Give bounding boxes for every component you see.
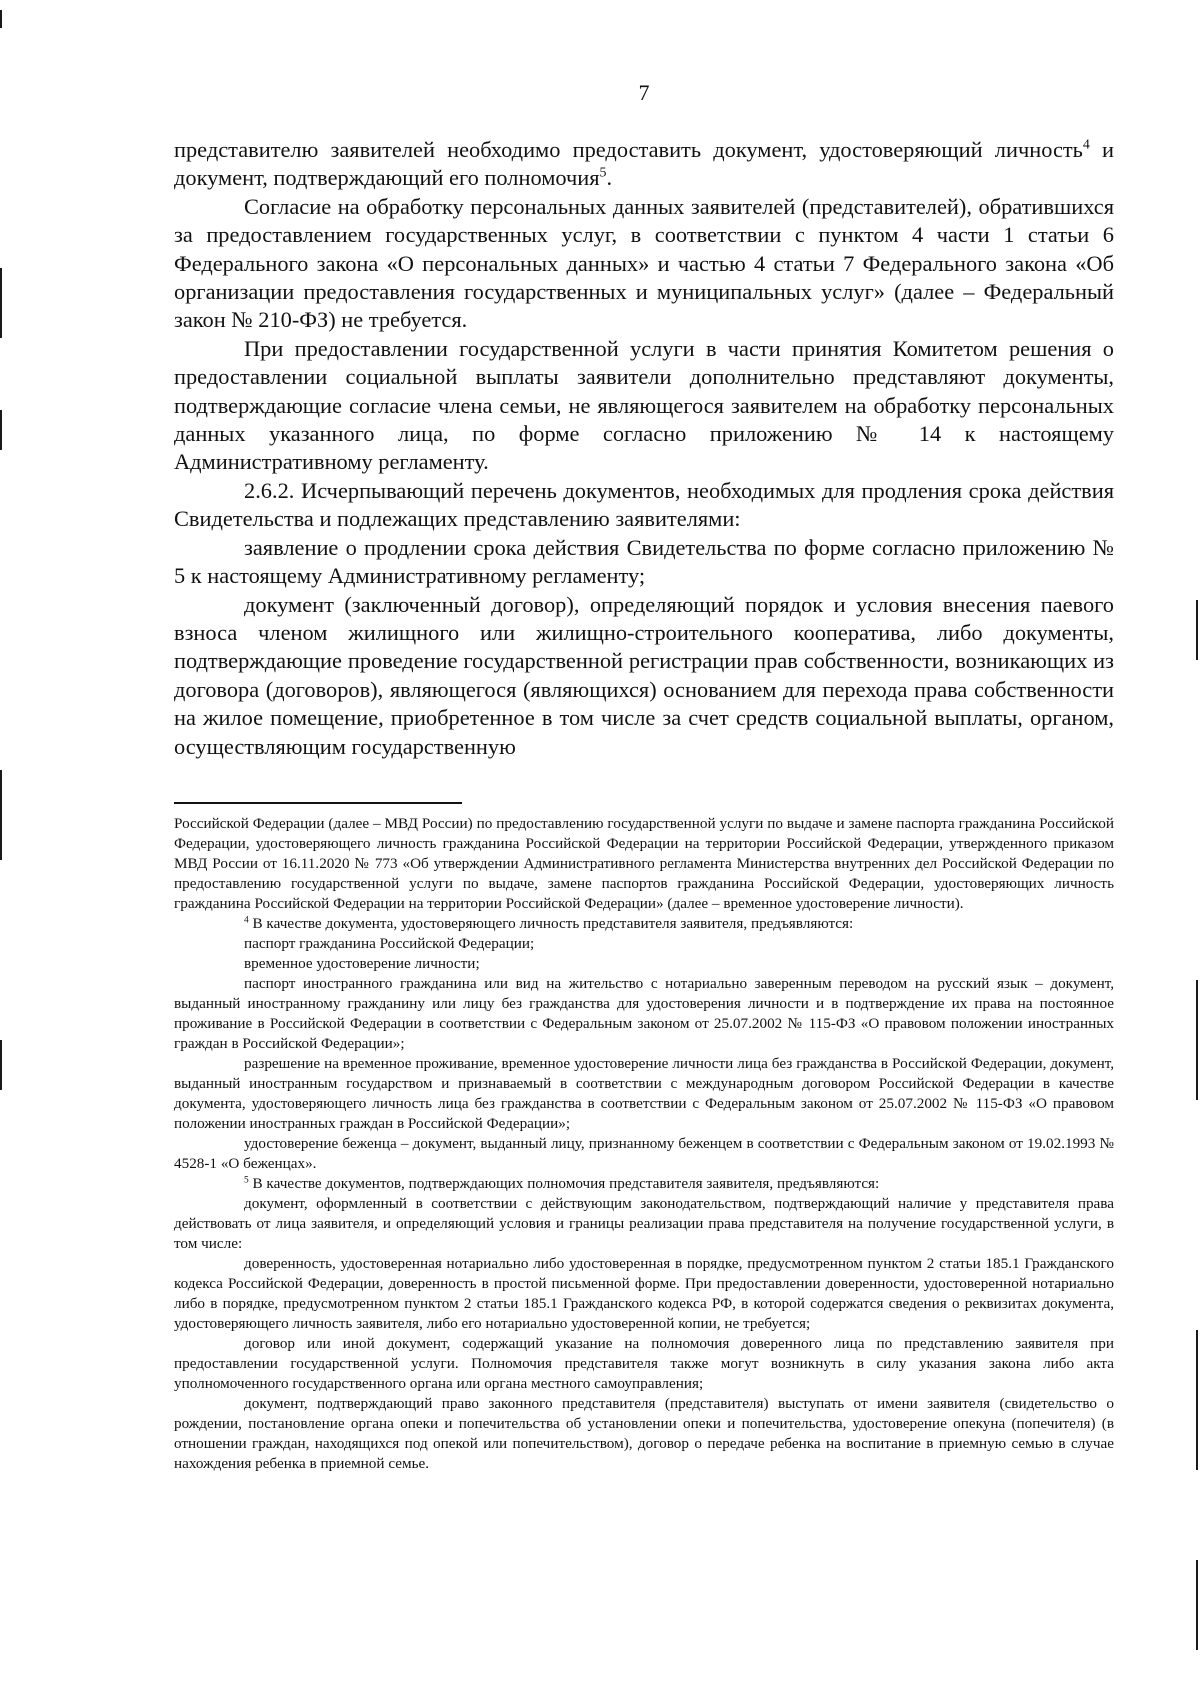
scan-edge-mark [0,1040,2,1090]
paragraph: Согласие на обработку персональных данных заявителей (представителей), обратившихся за предоставлением государственных услуг, в соответствии с пунктом 4 части 1 статьи 6 Федерального закона «О персональных данных» и частью 4 статьи 7 Федерального закона «Об организации предоставления государственных и муниципальных услуг» (далее – Федеральный закон № 210-ФЗ) не требуется. [174,193,1114,333]
scan-edge-mark [0,10,2,28]
paragraph: заявление о продлении срока действия Свидетельства по форме согласно приложению № 5 к настоящему Административному регламенту; [174,534,1114,589]
footnote-item: временное удостоверение личности; [244,955,480,972]
footnote-marker: 5 [244,1175,249,1186]
scan-edge-mark [1196,1560,1198,1650]
scan-edge-mark [1196,600,1198,660]
paragraph: При предоставлении государственной услуги в части принятия Комитетом решения о предоставлении социальной выплаты заявители дополнительно представляют документы, подтверждающие согласие члена семьи, не являющегося заявителем на обработку персональных данных указанного лица, по форме согласно приложению № 14 к настоящему Административному регламенту. [174,335,1114,475]
paragraph: 2.6.2. Исчерпывающий перечень документов, необходимых для продления срока действия Свидетельства и подлежащих представлению заявителями: [174,477,1114,532]
footnote-marker: 4 [244,915,249,926]
footnote-item: документ, оформленный в соответствии с действующим законодательством, подтверждающий наличие у представителя права действовать от лица заявителя, и определяющий условия и границы реализации права представителя на получение государственной услуги, в том числе: [174,1195,1114,1252]
main-text [174,136,1114,761]
footnote-ref-4[interactable]: 4 [1082,137,1090,153]
footnote-item: паспорт иностранного гражданина или вид на жительство с нотариально заверенным переводом на русский язык – документ, выданный иностранному гражданину или лицу без гражданства для удостоверения личности и в подтверждение их права на постоянное проживание в Российской Федерации в соответствии с Федеральным законом от 25.07.2002 № 115-ФЗ «О правовом положении иностранных граждан в Российской Федерации»; [174,975,1114,1052]
scan-edge-mark [0,410,2,450]
paragraph: представителю заявителей необходимо предоставить документ, удостоверяющий личность$^4$ и документ, подтверждающий его полномочия$^5$. [174,137,1114,191]
footnote-item: доверенность, удостоверенная нотариально либо удостоверенная в порядке, предусмотренном пунктом 2 статьи 185.1 Гражданского кодекса Российской Федерации, доверенность в простой письменной форме. При предоставлении доверенности, удостоверенной нотариально либо в порядке, предусмотренном пунктом 2 статьи 185.1 Гражданского кодекса РФ, в которой содержатся сведения о реквизитах документа, удостоверяющего личность заявителя, либо его нотариально удостоверенной копии, не требуется; [174,1255,1114,1332]
footnote-item: договор или иной документ, содержащий указание на полномочия доверенного лица по представлению заявителя при предоставлении государственной услуги. Полномочия представителя также могут возникнуть в силу указания закона либо акта уполномоченного государственного органа или органа местного самоуправления; [174,1335,1114,1392]
scan-edge-mark [0,770,2,860]
scan-edge-mark [1196,1330,1198,1470]
footnote-ref-5[interactable]: 5 [599,166,607,182]
footnote-item: паспорт гражданина Российской Федерации; [244,935,535,952]
footnote-continuation: Российской Федерации (далее – МВД России) по предоставлению государственной услуги по выдаче и замене паспорта гражданина Российской Федерации, удостоверяющего личность гражданина Российской Федерации на территории Российской Федерации, утвержденного приказом МВД России от 16.11.2020 № 773 «Об утверждении Административного регламента Министерства внутренних дел Российской Федерации по предоставлению государственной услуги по выдаче, замене паспортов гражданина Российской Федерации, удостоверяющих личность гражданина Российской Федерации на территории Российской Федерации» (далее – временное удостоверение личности). [174,815,1114,912]
footnote-item: документ, подтверждающий право законного представителя (представителя) выступать от имени заявителя (свидетельство о рождении, постановление органа опеки и попечительства об установлении опеки и попечительства, удостоверение опекуна (попечителя) (в отношении граждан, находящихся под опекой или попечительством), договор о передаче ребенка на воспитание в приемную семью в случае нахождения ребенка в приемной семье. [174,1395,1114,1472]
scan-edge-mark [0,268,2,338]
page-number: 7 [638,80,650,105]
scan-edge-mark [1196,980,1198,1100]
footnotes [174,814,1114,1474]
footnote-item: разрешение на временное проживание, временное удостоверение личности лица без гражданства в Российской Федерации, документ, выданный иностранным государством и признаваемый в соответствии с международным договором Российской Федерации в качестве документа, удостоверяющего личность лица без гражданства в соответствии с Федеральным законом от 25.07.2002 № 115-ФЗ «О правовом положении иностранных граждан в Российской Федерации»; [174,1055,1114,1132]
footnote-item: удостоверение беженца – документ, выданный лицу, признанному беженцем в соответствии с Федеральным законом от 19.02.1993 № 4528-1 «О беженцах». [174,1135,1114,1172]
footnote-5: $^5$ В качестве документов, подтверждающих полномочия представителя заявителя, предъявляются: [244,1175,880,1192]
footnote-4: $^4$ В качестве документа, удостоверяющего личность представителя заявителя, предъявляются: [244,915,854,932]
paragraph: документ (заключенный договор), определяющий порядок и условия внесения паевого взноса членом жилищного или жилищно-строительного кооператива, либо документы, подтверждающие проведение государственной регистрации прав собственности, возникающих из договора (договоров), являющегося (являющихся) основанием для перехода права собственности на жилое помещение, приобретенное в том числе за счет средств социальной выплаты, органом, осуществляющим государственную [174,591,1114,759]
footnote-separator [174,802,462,804]
